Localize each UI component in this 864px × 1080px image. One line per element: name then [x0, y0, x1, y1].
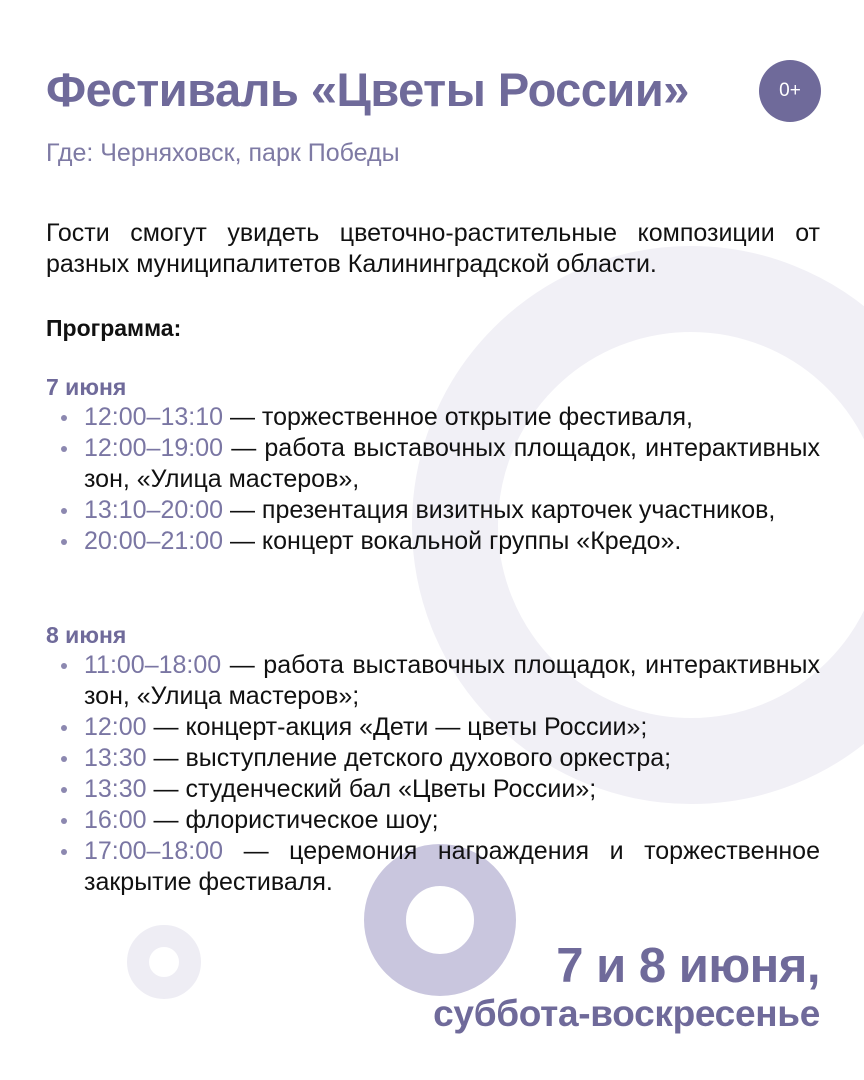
event-time: 11:00–18:00 [84, 651, 222, 679]
day-schedule-1 [46, 372, 820, 557]
event-item [46, 433, 820, 495]
event-item [46, 743, 820, 774]
event-description: — студенческий бал «Цветы России»; [146, 775, 597, 803]
page-title: Фестиваль «Цветы России» [46, 63, 689, 116]
event-item [46, 526, 820, 557]
event-description: — церемония награждения и торжественное закрытие фестиваля. [84, 837, 820, 896]
event-description: — работа выставочных площадок, интерактивных зон, «Улица мастеров»; [84, 651, 820, 710]
event-time: 17:00–18:00 [84, 837, 224, 865]
day-title: 8 июня [46, 622, 127, 648]
event-description: — флористическое шоу; [146, 806, 439, 834]
event-description: — выступление детского духового оркестра; [146, 744, 672, 772]
event-description: — презентация визитных карточек участников, [223, 496, 776, 524]
event-time: 13:30 [84, 744, 147, 772]
event-item [46, 495, 820, 526]
event-time: 13:30 [84, 775, 147, 803]
event-item [46, 805, 820, 836]
event-time: 20:00–21:00 [84, 527, 224, 555]
program-heading: Программа: [46, 315, 182, 341]
event-item [46, 650, 820, 712]
event-list [46, 402, 820, 557]
event-time: 13:10–20:00 [84, 496, 224, 524]
event-item [46, 712, 820, 743]
day-title: 7 июня [46, 374, 127, 400]
event-list [46, 650, 820, 898]
event-description: — концерт-акция «Дети — цветы России»; [146, 713, 648, 741]
event-time: 12:00–19:00 [84, 434, 224, 462]
event-dates: 7 и 8 июня, [556, 939, 820, 993]
age-rating-badge: 0+ [759, 60, 821, 122]
title-row [46, 62, 820, 122]
event-item [46, 402, 820, 433]
event-time: 12:00 [84, 713, 147, 741]
decorative-ring-small [127, 925, 201, 999]
event-weekdays: суббота-воскресенье [433, 993, 820, 1034]
event-time: 16:00 [84, 806, 147, 834]
event-description: — торжественное открытие фестиваля, [223, 403, 693, 431]
event-item [46, 836, 820, 898]
day-schedule-2 [46, 620, 820, 898]
event-time: 12:00–13:10 [84, 403, 224, 431]
event-description: — концерт вокальной группы «Кредо». [223, 527, 682, 555]
event-location: Где: Черняховск, парк Победы [46, 139, 400, 167]
event-description: — работа выставочных площадок, интерактивных зон, «Улица мастеров», [84, 434, 820, 493]
event-item [46, 774, 820, 805]
intro-paragraph: Гости смогут увидеть цветочно-растительные композиции от разных муниципалитетов Калининградской области. [46, 219, 820, 278]
